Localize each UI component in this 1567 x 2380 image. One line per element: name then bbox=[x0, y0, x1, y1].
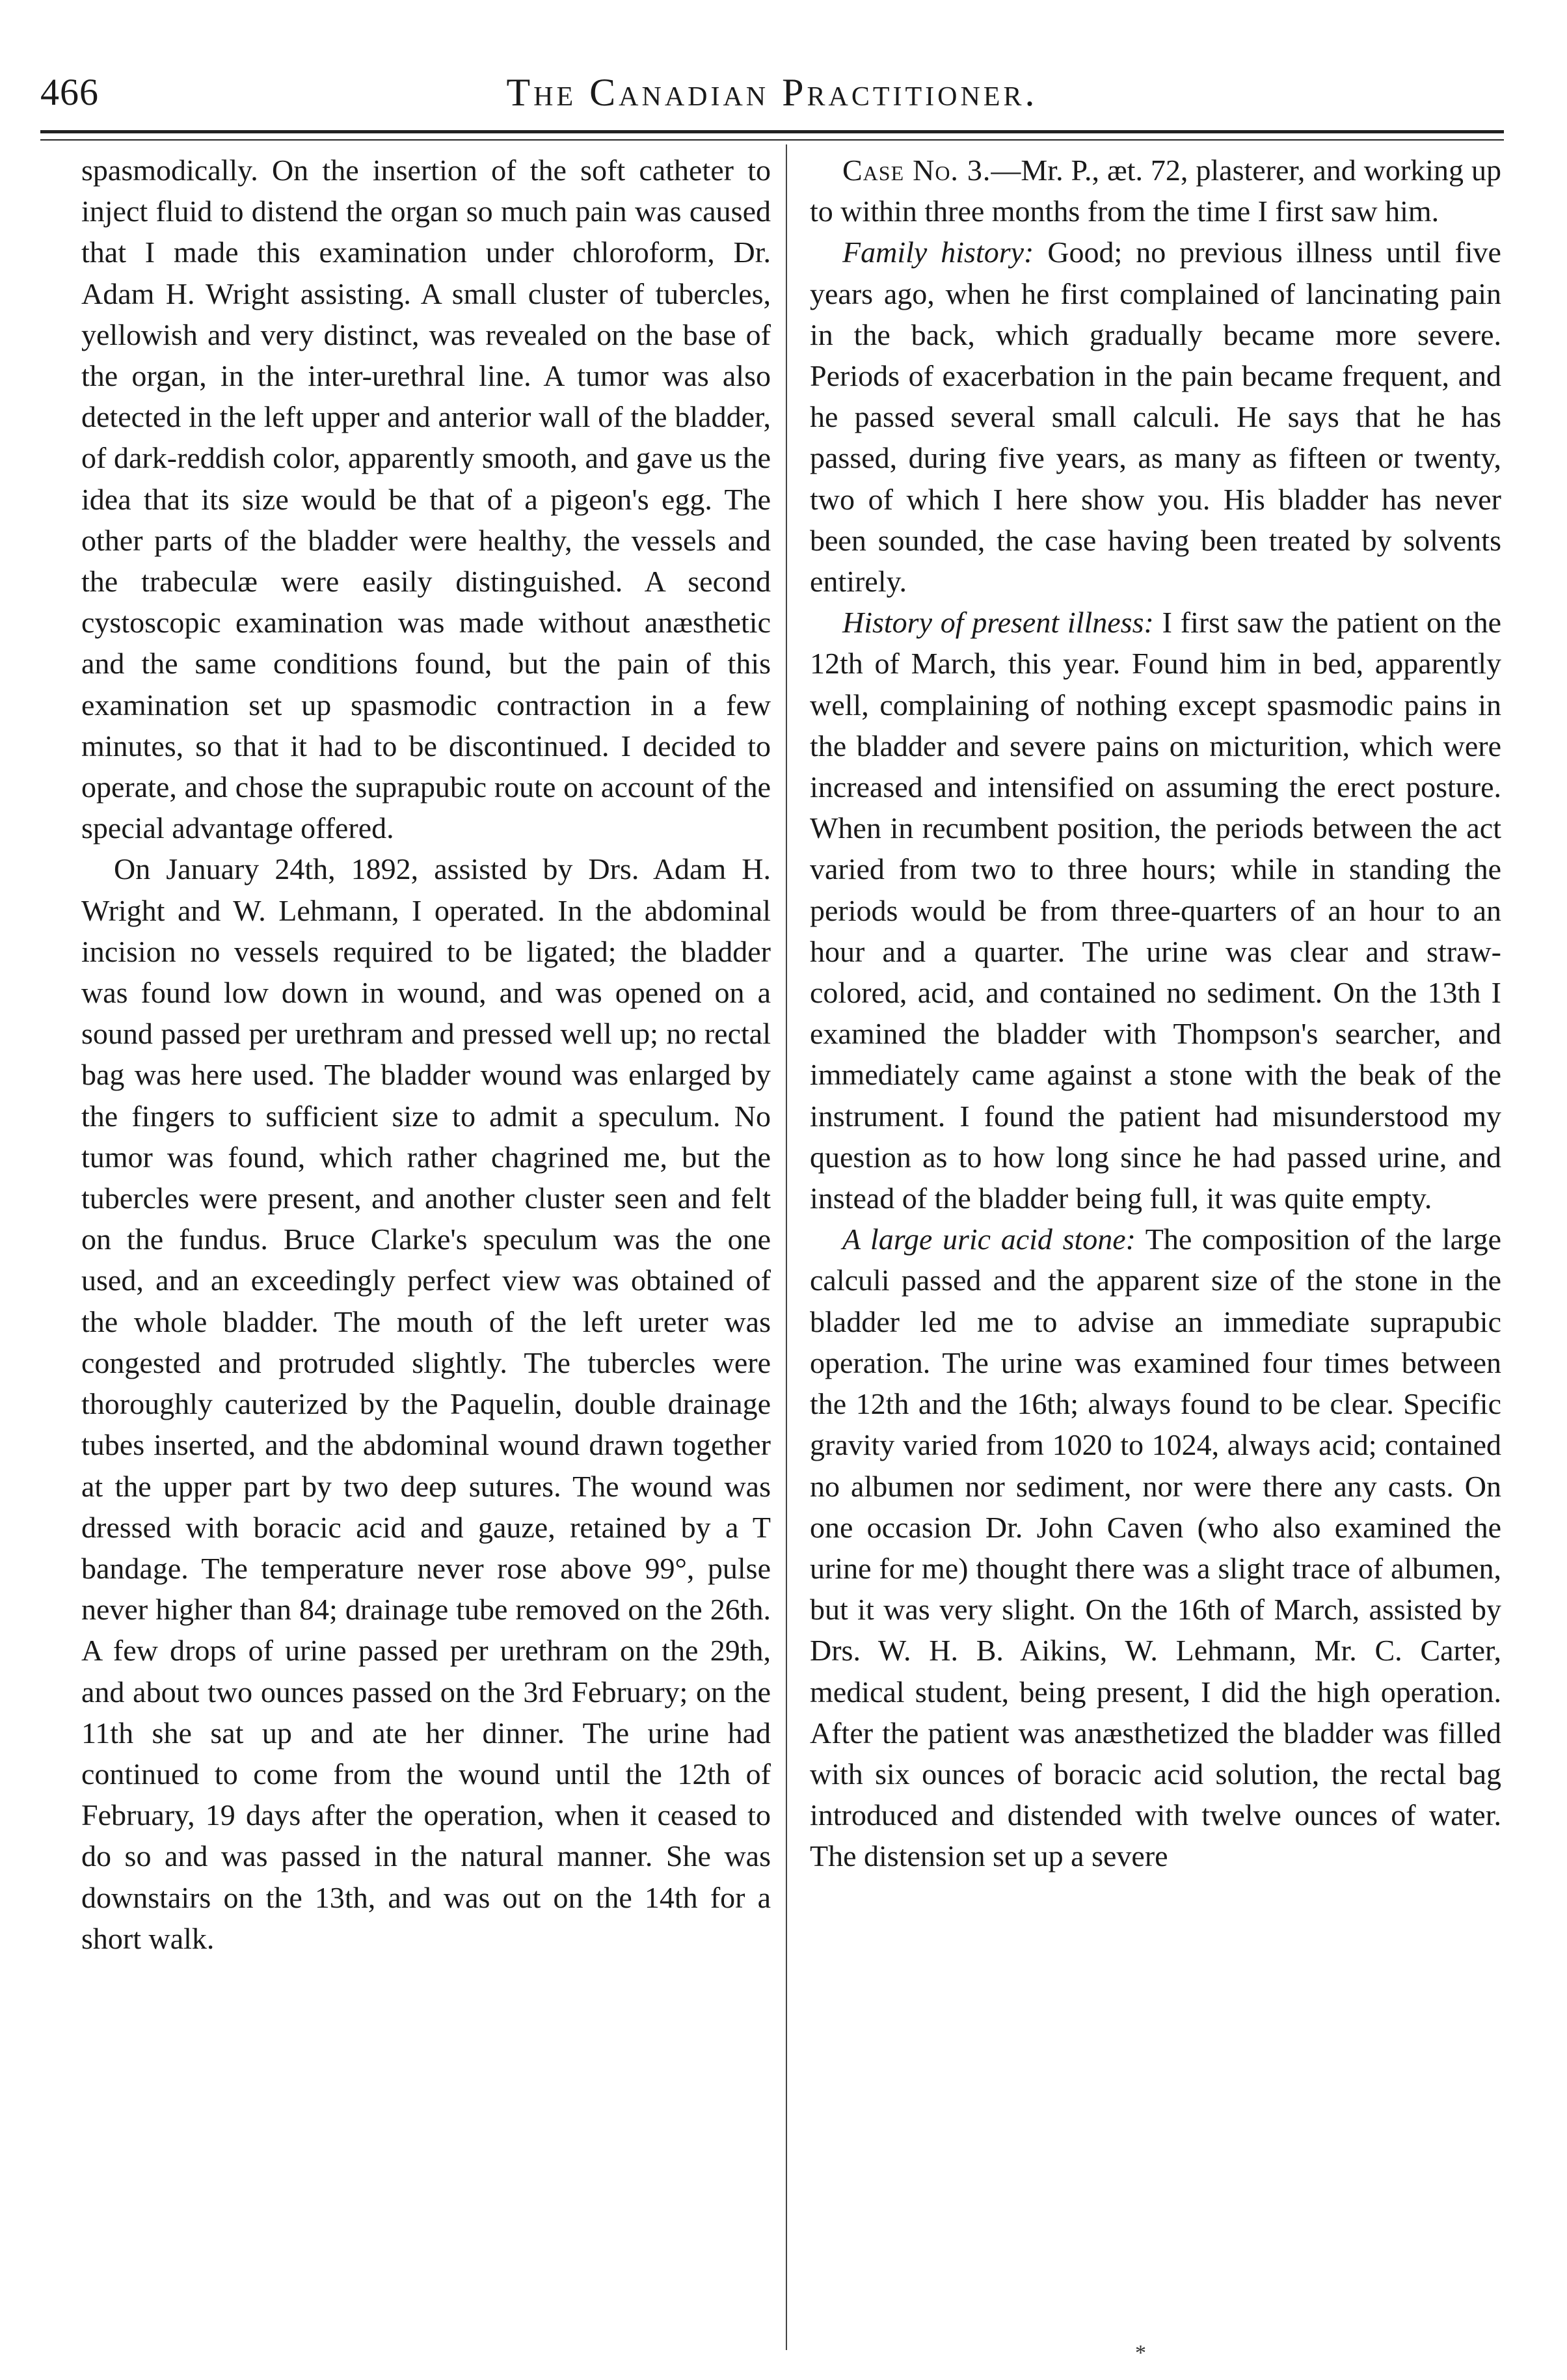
header-rule-thick bbox=[40, 130, 1504, 133]
case-paragraph bbox=[810, 150, 1501, 232]
left-paragraph-1: spasmodically. On the insertion of the soft catheter to inject fluid to distend the organ so much pain was caused that I made this examination under chloroform, Dr. Adam H. Wright assisting. A small cluster of tubercles, yellowish and very distinct, was revealed on the base of the organ, in the inter-urethral line. A tumor was also detected in the left upper and anterior wall of the bladder, of dark-reddish color, apparently smooth, and gave us the idea that its size would be that of a pigeon's egg. The other parts of the bladder were healthy, the vessels and the trabeculæ were easily distinguished. A second cystoscopic examination was made without anæsthetic and the same conditions found, but the pain of this examination set up spasmodic contraction in a few minutes, so that it had to be discontinued. I decided to operate, and chose the suprapubic route on account of the special advantage offered. bbox=[81, 154, 771, 845]
family-history-paragraph bbox=[810, 232, 1501, 602]
left-column bbox=[81, 150, 771, 1959]
left-paragraph-2: On January 24th, 1892, assisted by Drs. Adam H. Wright and W. Lehmann, I operated. In the abdominal incision no vessels required to be ligated; the bladder was found low down in wound, and was opened on a sound passed per urethram and pressed well up; no rectal bag was here used. The bladder wound was enlarged by the fingers to sufficient size to admit a speculum. No tumor was found, which rather chagrined me, but the tubercles were present, and another cluster seen and felt on the fundus. Bruce Clarke's speculum was the one used, and an exceedingly perfect view was obtained of the whole bladder. The mouth of the left ureter was congested and protruded slightly. The tubercles were thoroughly cauterized by the Paquelin, double drainage tubes inserted, and the abdominal wound drawn together at the upper part by two deep sutures. The wound was dressed with boracic acid and gauze, retained by a T bandage. The temperature never rose above 99°, pulse never higher than 84; drainage tube removed on the 26th. A few drops of urine passed per urethram on the 29th, and about two ounces passed on the 3rd February; on the 11th she sat up and ate her dinner. The urine had continued to come from the wound until the 12th of February, 19 days after the operation, when it ceased to do so and was passed in the natural manner. She was downstairs on the 13th, and was out on the 14th for a short walk. bbox=[81, 852, 771, 1955]
case-label: Case No. 3. bbox=[842, 154, 991, 187]
footer-mark: * bbox=[1135, 2341, 1146, 2365]
running-title: The Canadian Practitioner. bbox=[506, 71, 1038, 114]
present-illness-text: I first saw the patient on the 12th of March, this year. Found him in bed, apparently well, complaining of nothing except spasmodic pains in the bladder and severe pains on micturition, which were increased and intensified on assuming the erect posture. When in recumbent position, the periods between the act varied from two to three hours; while in standing the periods would be from three-quarters of an hour to an hour and a quarter. The urine was clear and straw-colored, acid, and contained no sediment. On the 13th I examined the bladder with Thompson's searcher, and immediately came against a stone with the beak of the instrument. I found the patient had misunderstood my question as to how long since he had passed urine, and instead of the bladder being full, it was quite empty. bbox=[810, 606, 1502, 1215]
uric-acid-stone-text: The composition of the large calculi passed and the apparent size of the stone in the bladder led me to advise an immediate suprapubic operation. The urine was examined four times between the 12th and the 16th; always found to be clear. Specific gravity varied from 1020 to 1024, always acid; contained no albumen nor sediment, nor were there any casts. On one occasion Dr. John Caven (who also examined the urine for me) thought there was a slight trace of albumen, but it was very slight. On the 16th of March, assisted by Drs. W. H. B. Aikins, W. Lehmann, Mr. C. Carter, medical student, being present, I did the high operation. After the patient was anæsthetized the bladder was filled with six ounces of boracic acid solution, the rectal bag introduced and distended with twelve ounces of water. The distension set up a severe bbox=[810, 1223, 1501, 1873]
right-column bbox=[810, 150, 1501, 1877]
uric-acid-stone-label: A large uric acid stone: bbox=[842, 1223, 1136, 1256]
page-header bbox=[40, 70, 1504, 129]
page-number: 466 bbox=[40, 71, 99, 113]
column-divider bbox=[786, 144, 787, 2350]
present-illness-paragraph bbox=[810, 602, 1501, 1219]
case-text: —Mr. P., æt. 72, plasterer, and working up to within three months from the time I first saw him. bbox=[810, 154, 1501, 228]
header-rule-thin bbox=[40, 139, 1504, 141]
uric-acid-stone-paragraph bbox=[810, 1219, 1501, 1876]
family-history-label: Family history: bbox=[842, 236, 1034, 269]
family-history-text: Good; no previous illness until five years ago, when he first complained of lancinating pain in the back, which gradually became more severe. Periods of exacerbation in the pain became frequent, and he passed several small calculi. He says that he has passed, during five years, as many as fifteen or twenty, two of which I here show you. His bladder has never been sounded, the case having been treated by solvents entirely. bbox=[810, 236, 1501, 599]
present-illness-label: History of present illness: bbox=[842, 606, 1154, 640]
